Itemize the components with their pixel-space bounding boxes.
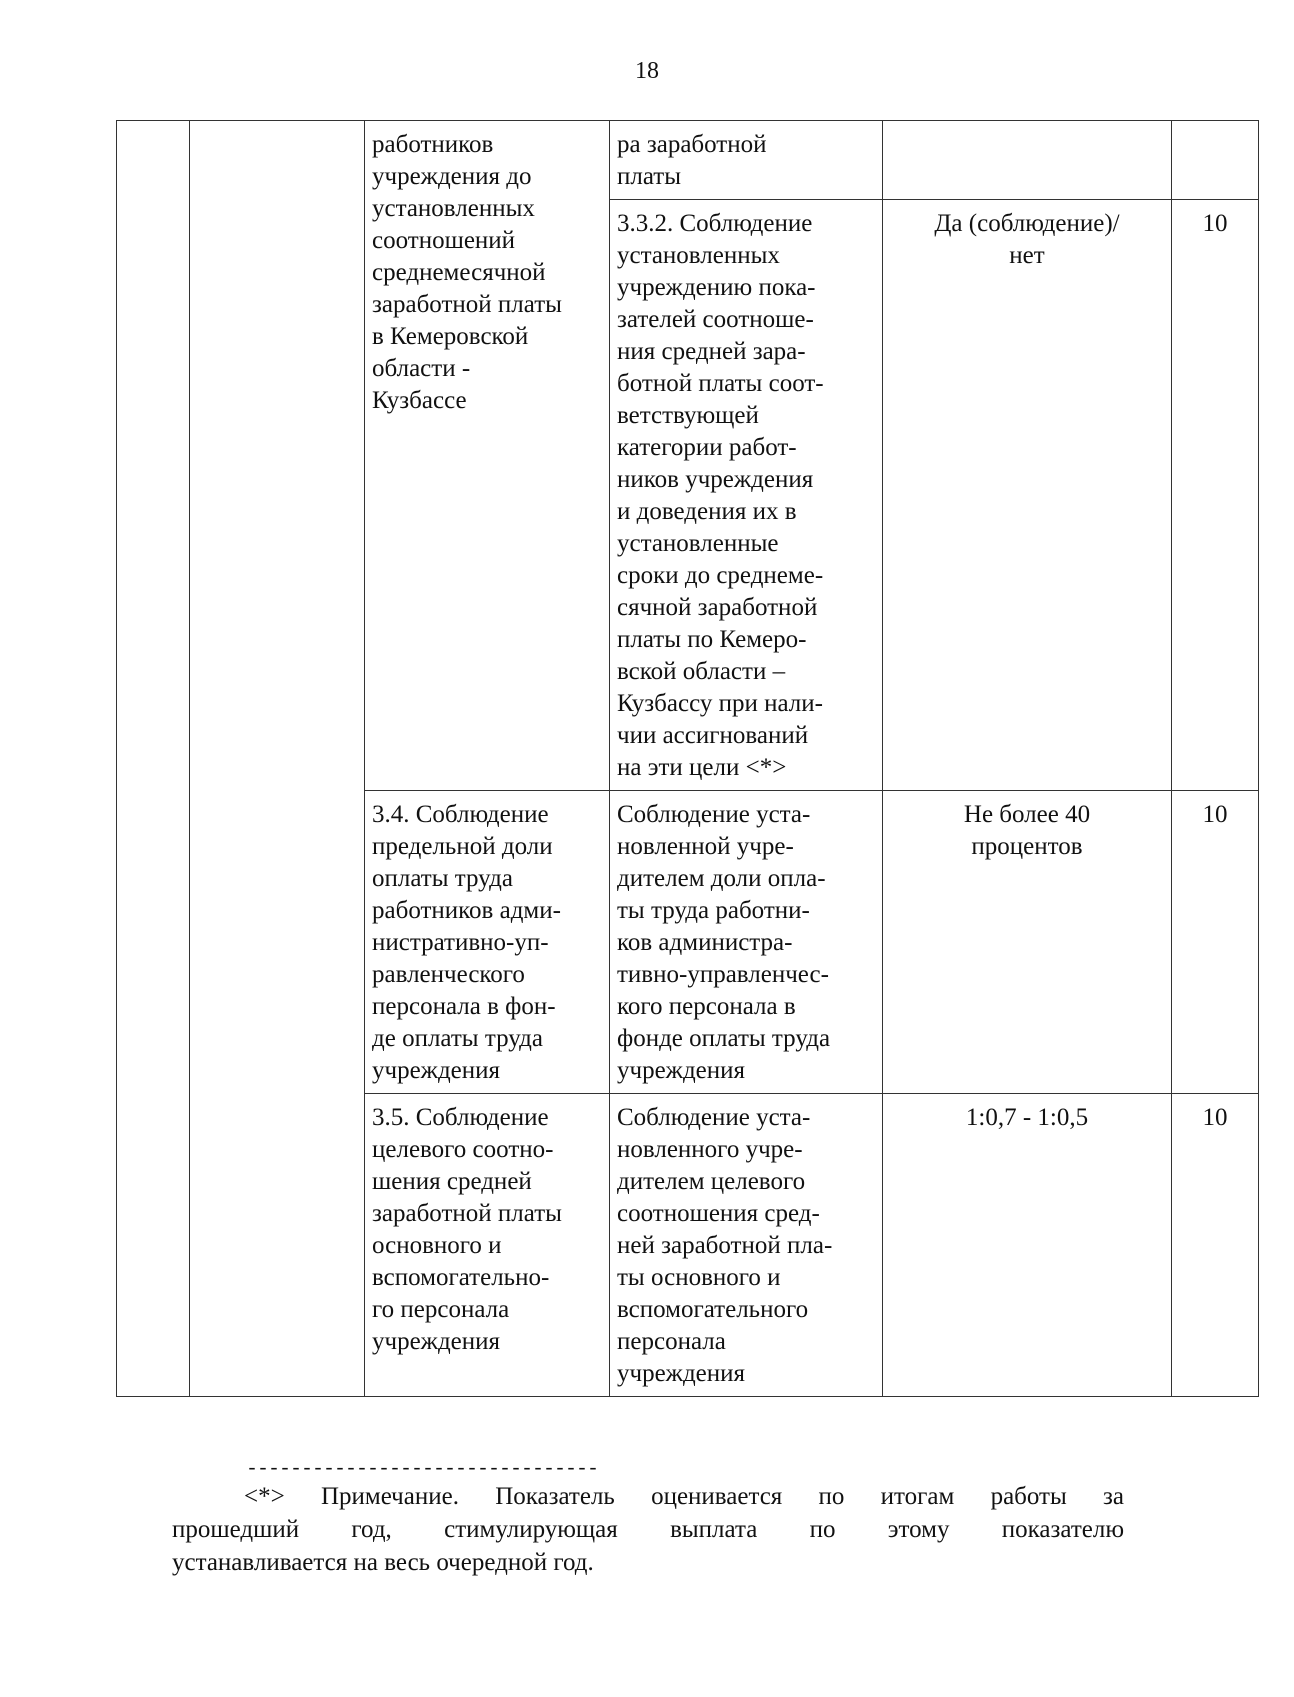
description-cell: ра заработной платы bbox=[610, 121, 883, 200]
footnote-line: <*> Примечание. Показатель оценивается по итогам работы за bbox=[244, 1483, 1124, 1510]
points-cell: 10 bbox=[1172, 791, 1259, 1094]
table-row bbox=[117, 121, 1259, 200]
condition-cell bbox=[883, 121, 1172, 200]
page-number: 18 bbox=[635, 58, 659, 84]
points-cell: 10 bbox=[1172, 200, 1259, 791]
condition-cell: Не более 40 процентов bbox=[883, 791, 1172, 1094]
number-cell bbox=[117, 121, 190, 1397]
condition-cell: 1:0,7 - 1:0,5 bbox=[883, 1094, 1172, 1397]
description-cell: Соблюдение уста- новленного учре- дителем целевого соотношения сред- ней заработной пла- ты основного и вспомогательного персонала учреждения bbox=[610, 1094, 883, 1397]
footnote-line: прошедший год, стимулирующая выплата по этому показателю bbox=[172, 1516, 1124, 1543]
description-cell: Соблюдение уста- новленной учре- дителем доли опла- ты труда работни- ков администра- тивно-управленчес- кого персонала в фонде оплаты труда учреждения bbox=[610, 791, 883, 1094]
points-cell bbox=[1172, 121, 1259, 200]
footnote-separator: -------------------------------- bbox=[246, 1458, 599, 1481]
indicator-cell: работников учреждения до установленных соотношений среднемесячной заработной платы в Кемеровской области - Кузбассе bbox=[365, 121, 610, 791]
condition-cell: Да (соблюдение)/ нет bbox=[883, 200, 1172, 791]
footnote bbox=[172, 1480, 1124, 1579]
description-cell: 3.3.2. Соблюдение установленных учреждению пока- зателей соотноше- ния средней зара- ботной платы соот- ветствующей категории работ- ников учреждения и доведения их в установленные сроки до среднеме- сячной заработной платы по Кемеро- вской области – Кузбассу при нали- чии ассигнований на эти цели <*> bbox=[610, 200, 883, 791]
indicator-cell: 3.4. Соблюдение предельной доли оплаты труда работников адми- нистративно-уп- равленческого персонала в фон- де оплаты труда учреждения bbox=[365, 791, 610, 1094]
criteria-table bbox=[116, 120, 1259, 1397]
indicator-cell: 3.5. Соблюдение целевого соотно- шения средней заработной платы основного и вспомогательно- го персонала учреждения bbox=[365, 1094, 610, 1397]
points-cell: 10 bbox=[1172, 1094, 1259, 1397]
criterion-cell bbox=[190, 121, 365, 1397]
footnote-line: устанавливается на весь очередной год. bbox=[172, 1549, 594, 1576]
